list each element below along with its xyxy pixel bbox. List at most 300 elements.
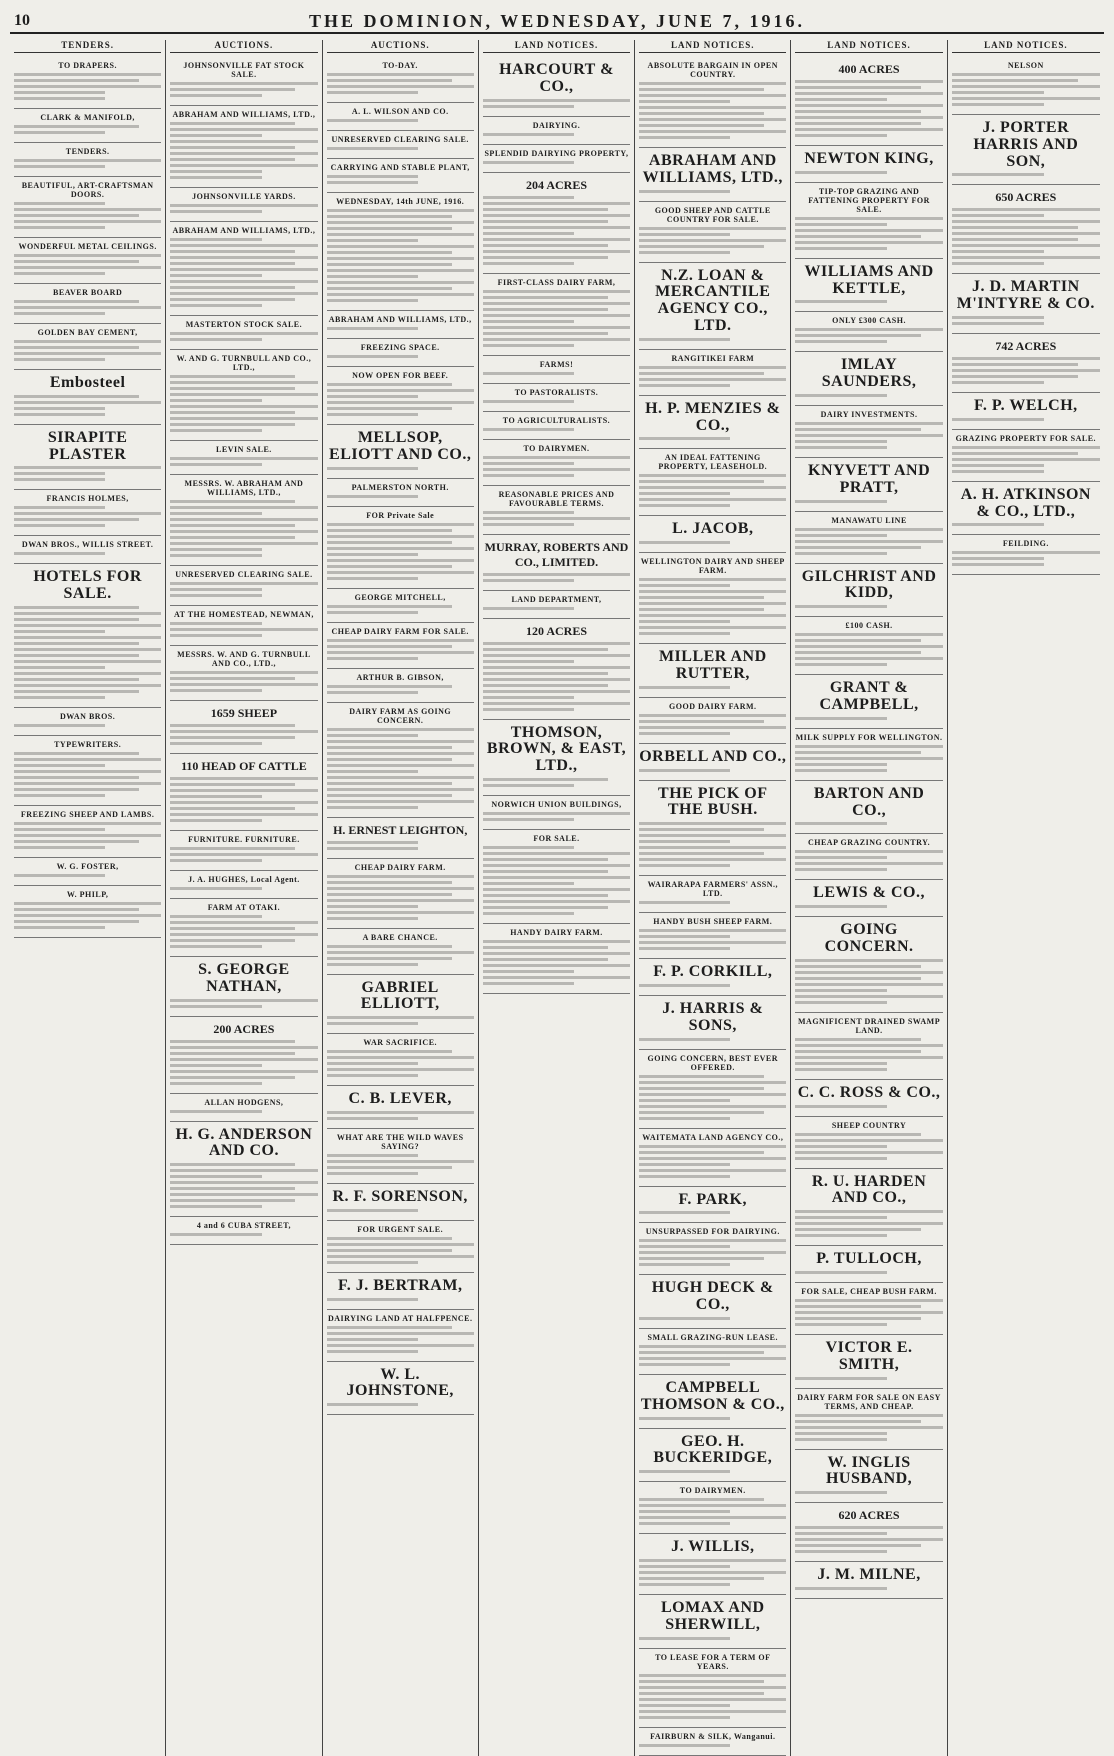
- text-line: [483, 161, 574, 164]
- text-line: [483, 308, 608, 311]
- ad-heading: WEDNESDAY, 14th JUNE, 1916.: [336, 197, 465, 206]
- text-line: [795, 751, 920, 754]
- text-line: [639, 1417, 730, 1420]
- text-line: [327, 1068, 474, 1071]
- text-line: [639, 1163, 730, 1166]
- text-line: [14, 678, 139, 681]
- advertisement: [170, 441, 317, 475]
- ad-heading: RANGITIKEI FARM: [671, 353, 755, 363]
- text-line: [170, 88, 295, 91]
- text-line: [952, 551, 1100, 554]
- text-line: [795, 1210, 942, 1213]
- text-line: [952, 523, 1044, 526]
- ad-heading: MESSRS. W. ABRAHAM AND WILLIAMS, LTD.,: [184, 479, 304, 497]
- text-line: [327, 293, 474, 296]
- text-line: [639, 1716, 730, 1719]
- text-line: [639, 602, 786, 605]
- column-2: [166, 40, 322, 1756]
- advertisement: [327, 1221, 474, 1273]
- advertiser-name: MILLER AND RUTTER,: [658, 648, 767, 682]
- text-line: [14, 407, 105, 410]
- advertisement: [795, 880, 942, 917]
- text-line: [327, 1350, 418, 1353]
- text-line: [795, 1050, 920, 1053]
- text-line: [952, 91, 1044, 94]
- text-line: [795, 822, 886, 825]
- newspaper-title: THE DOMINION, WEDNESDAY, JUNE 7, 1916.: [309, 10, 805, 31]
- text-line: [639, 1157, 786, 1160]
- text-line: [639, 1169, 786, 1172]
- text-line: [795, 394, 886, 397]
- advertisement: [14, 109, 161, 143]
- column-header: AUCTIONS.: [170, 40, 317, 53]
- text-line: [327, 911, 474, 914]
- advertisement: [327, 975, 474, 1035]
- text-line: [14, 822, 161, 825]
- ad-heading: FEILDING.: [1002, 539, 1049, 549]
- text-line: [327, 1332, 474, 1335]
- text-line: [327, 287, 452, 290]
- advertiser-name: L. JACOB,: [672, 520, 754, 538]
- text-line: [14, 260, 139, 263]
- text-line: [639, 100, 730, 103]
- text-line: [327, 645, 452, 648]
- text-line: [327, 73, 474, 76]
- text-line: [327, 957, 452, 960]
- advertisement: [170, 754, 317, 831]
- advertisement: [795, 259, 942, 313]
- ad-heading: J. A. HUGHES, Local Agent.: [188, 875, 300, 884]
- advertisement: [170, 646, 317, 701]
- advertisement: [639, 553, 786, 644]
- advertisement: [639, 1534, 786, 1595]
- text-line: [639, 584, 730, 587]
- advertiser-name: N.Z. LOAN & MERCANTILE AGENCY CO., LTD.: [655, 266, 771, 334]
- text-line: [639, 822, 786, 825]
- advertisement: [483, 486, 630, 535]
- text-line: [795, 1491, 886, 1494]
- text-line: [795, 983, 942, 986]
- ad-heading: MAGNIFICENT DRAINED SWAMP LAND.: [797, 1016, 941, 1035]
- advertisement: [14, 708, 161, 736]
- text-line: [170, 536, 295, 539]
- text-line: [327, 951, 474, 954]
- ad-heading: GOOD DAIRY FARM.: [669, 701, 757, 711]
- text-line: [14, 782, 161, 785]
- advertisement: [795, 1080, 942, 1117]
- advertisement: [639, 1728, 786, 1756]
- text-line: [795, 1228, 920, 1231]
- ad-heading: JOHNSONVILLE FAT STOCK SALE.: [183, 61, 305, 79]
- text-line: [639, 88, 764, 91]
- ad-heading: SMALL GRAZING-RUN LEASE.: [647, 1332, 779, 1342]
- text-line: [483, 976, 630, 979]
- text-line: [170, 158, 295, 161]
- advertisement: [639, 1649, 786, 1728]
- text-line: [639, 1516, 786, 1519]
- text-line: [483, 332, 608, 335]
- ad-heading: FOR Private Sale: [366, 510, 435, 520]
- text-line: [952, 557, 1044, 560]
- ad-heading: TO PASTORALISTS.: [514, 387, 599, 397]
- text-line: [795, 86, 920, 89]
- text-line: [327, 495, 418, 498]
- ad-lead: MURRAY, ROBERTS AND CO., LIMITED.: [484, 539, 629, 569]
- text-line: [170, 1187, 295, 1190]
- text-line: [14, 202, 105, 205]
- text-line: [327, 1074, 418, 1077]
- text-line: [795, 440, 886, 443]
- ad-heading: W. G. FOSTER,: [56, 861, 119, 871]
- text-line: [639, 1704, 730, 1707]
- text-line: [795, 546, 920, 549]
- text-line: [170, 582, 317, 585]
- text-line: [327, 800, 474, 803]
- text-line: [795, 247, 886, 250]
- text-line: [170, 280, 317, 283]
- ad-heading: BEAVER BOARD: [53, 288, 123, 297]
- text-line: [14, 660, 161, 663]
- text-line: [170, 152, 317, 155]
- text-line: [639, 480, 764, 483]
- advertisement: [170, 899, 317, 957]
- advertisement: [795, 183, 942, 259]
- advertisement: [327, 57, 474, 103]
- text-line: [483, 648, 608, 651]
- advertisement: [327, 623, 474, 669]
- text-line: [795, 334, 920, 337]
- text-line: [639, 239, 786, 242]
- advertisement: [795, 834, 942, 880]
- ad-heading: WAIRARAPA FARMERS' ASSN., LTD.: [647, 880, 778, 899]
- ad-heading: FREEZING SHEEP AND LAMBS.: [20, 809, 155, 819]
- text-line: [639, 1251, 786, 1254]
- advertiser-name: J. D. MARTIN M'INTYRE & CO.: [956, 278, 1095, 313]
- text-line: [327, 523, 474, 526]
- ad-lead: 620 ACRES: [838, 1508, 900, 1523]
- text-line: [14, 828, 105, 831]
- text-line: [483, 208, 608, 211]
- advertiser-name: SIRAPITE PLASTER: [47, 428, 128, 463]
- ad-lead: 400 ACRES: [838, 62, 900, 76]
- text-line: [327, 1338, 418, 1341]
- text-line: [639, 1263, 730, 1266]
- text-line: [14, 648, 161, 651]
- advertisement: [795, 406, 942, 458]
- advertisement: [795, 729, 942, 781]
- text-line: [639, 769, 730, 772]
- text-line: [483, 320, 574, 323]
- text-line: [483, 912, 574, 915]
- text-line: [795, 965, 920, 968]
- advertisement: [952, 430, 1100, 482]
- ad-heading: SPLENDID DAIRYING PROPERTY,: [484, 148, 629, 158]
- advertisement: [639, 876, 786, 913]
- text-line: [483, 708, 574, 711]
- ad-heading: DAIRYING LAND AT HALFPENCE.: [327, 1313, 473, 1323]
- text-line: [170, 210, 261, 213]
- advertisement: [483, 591, 630, 619]
- ad-heading: PALMERSTON NORTH.: [351, 482, 449, 492]
- text-line: [327, 251, 452, 254]
- text-line: [483, 784, 574, 787]
- advertisement: [14, 886, 161, 938]
- text-line: [483, 573, 630, 576]
- text-line: [170, 429, 261, 432]
- advertisement: [952, 115, 1100, 185]
- text-line: [170, 1076, 295, 1079]
- text-line: [639, 1577, 764, 1580]
- text-line: [327, 611, 418, 614]
- advertisement: [639, 202, 786, 263]
- text-line: [639, 1093, 786, 1096]
- ad-heading: FRANCIS HOLMES,: [46, 494, 129, 504]
- advertisement: [14, 490, 161, 536]
- advertisement: [327, 669, 474, 703]
- advertisement: [639, 1482, 786, 1534]
- text-line: [483, 250, 630, 253]
- text-line: [483, 344, 574, 347]
- advertisement: [327, 311, 474, 339]
- advertisement: [639, 1275, 786, 1329]
- text-line: [170, 176, 261, 179]
- text-line: [795, 1271, 886, 1274]
- text-line: [795, 92, 942, 95]
- text-line: [327, 752, 474, 755]
- advertiser-name: GRANT & CAMPBELL,: [819, 679, 919, 713]
- advertisement: [327, 818, 474, 859]
- text-line: [14, 770, 161, 773]
- text-line: [639, 901, 730, 904]
- column-6: [791, 40, 947, 1756]
- text-line: [327, 1166, 452, 1169]
- advertisement: [795, 146, 942, 183]
- text-line: [170, 134, 261, 137]
- text-line: [483, 296, 608, 299]
- advertisement: [327, 1086, 474, 1129]
- advertiser-name: S. GEORGE NATHAN,: [198, 961, 290, 995]
- text-line: [952, 173, 1044, 176]
- text-line: [327, 215, 452, 218]
- text-line: [14, 902, 161, 905]
- text-line: [639, 492, 730, 495]
- ad-heading: FARMS!: [539, 359, 574, 369]
- text-line: [952, 232, 1100, 235]
- ad-heading: NELSON: [1007, 61, 1044, 70]
- ad-heading: MASTERTON STOCK SALE.: [185, 320, 303, 329]
- ad-heading: FAIRBURN & SILK, Wanganui.: [650, 1731, 776, 1741]
- text-line: [170, 689, 261, 692]
- text-line: [639, 578, 786, 581]
- text-line: [639, 947, 730, 950]
- text-line: [795, 745, 942, 748]
- advertisement: [170, 222, 317, 316]
- ad-heading: GOLDEN BAY CEMENT,: [37, 328, 138, 337]
- text-line: [327, 788, 474, 791]
- text-line: [170, 524, 295, 527]
- text-line: [483, 660, 574, 663]
- ad-heading: GOING CONCERN, BEST EVER OFFERED.: [647, 1053, 779, 1072]
- text-line: [795, 528, 942, 531]
- text-line: [952, 262, 1044, 265]
- text-line: [639, 251, 730, 254]
- advertisement: [639, 1129, 786, 1187]
- ad-heading: £100 CASH.: [845, 621, 893, 631]
- advertiser-name: C. B. LEVER,: [348, 1090, 452, 1108]
- text-line: [483, 672, 608, 675]
- advertisement: [327, 103, 474, 131]
- advertiser-name: J. M. MILNE,: [817, 1566, 921, 1584]
- text-line: [795, 995, 942, 998]
- advertiser-name: VICTOR E. SMITH,: [825, 1338, 913, 1373]
- text-line: [483, 456, 630, 459]
- text-line: [639, 486, 786, 489]
- text-line: [639, 1674, 786, 1677]
- text-line: [170, 859, 261, 862]
- advertiser-name: R. F. SORENSON,: [332, 1187, 468, 1205]
- text-line: [639, 1151, 764, 1154]
- text-line: [639, 1257, 764, 1260]
- text-line: [14, 478, 105, 481]
- text-line: [483, 894, 608, 897]
- advertisement: [952, 57, 1100, 115]
- advertisement: [327, 1129, 474, 1184]
- text-line: [327, 782, 452, 785]
- column-header: LAND NOTICES.: [795, 40, 942, 53]
- text-line: [327, 395, 418, 398]
- text-line: [483, 684, 608, 687]
- text-line: [170, 204, 317, 207]
- text-line: [483, 778, 608, 781]
- text-line: [327, 691, 418, 694]
- text-line: [14, 266, 161, 269]
- text-line: [795, 1317, 920, 1320]
- text-line: [795, 1062, 886, 1065]
- text-line: [952, 375, 1078, 378]
- text-line: [14, 208, 161, 211]
- ad-lead: 110 HEAD OF CATTLE: [181, 759, 307, 773]
- text-line: [795, 552, 886, 555]
- text-line: [639, 94, 786, 97]
- advertiser-name: WILLIAMS AND KETTLE,: [804, 262, 934, 297]
- text-line: [327, 119, 418, 122]
- text-line: [14, 401, 161, 404]
- ad-heading: JOHNSONVILLE YARDS.: [192, 192, 296, 201]
- ad-lead: 742 ACRES: [995, 338, 1057, 353]
- text-line: [795, 1157, 886, 1160]
- text-line: [795, 1432, 886, 1435]
- column-header: AUCTIONS.: [327, 40, 474, 53]
- text-line: [483, 607, 574, 610]
- text-line: [795, 1068, 886, 1071]
- text-line: [483, 202, 630, 205]
- text-line: [639, 726, 786, 729]
- text-line: [483, 428, 574, 431]
- text-line: [170, 399, 261, 402]
- ad-heading: TO AGRICULTURALISTS.: [502, 415, 611, 425]
- text-line: [327, 770, 418, 773]
- advertiser-name: CAMPBELL THOMSON & CO.,: [640, 1378, 785, 1413]
- text-line: [795, 446, 886, 449]
- text-line: [14, 618, 139, 621]
- ad-heading: TO DAIRYMEN.: [679, 1486, 746, 1496]
- text-line: [639, 1510, 730, 1513]
- text-line: [327, 1050, 452, 1053]
- advertisement: [327, 589, 474, 623]
- text-line: [170, 548, 261, 551]
- advertisement: [170, 871, 317, 899]
- advertisement: [639, 148, 786, 202]
- text-line: [327, 413, 418, 416]
- text-line: [327, 79, 452, 82]
- ad-heading: ALLAN HODGENS,: [204, 1097, 284, 1107]
- text-line: [483, 474, 574, 477]
- advertiser-name: LEWIS & CO.,: [813, 884, 925, 902]
- text-line: [14, 672, 161, 675]
- text-line: [14, 518, 139, 521]
- text-line: [952, 464, 1044, 467]
- advertisement: [14, 370, 161, 425]
- text-line: [327, 1249, 452, 1252]
- text-line: [170, 463, 261, 466]
- text-line: [170, 170, 261, 173]
- text-line: [327, 945, 452, 948]
- text-line: [483, 888, 630, 891]
- text-line: [639, 372, 764, 375]
- text-line: [795, 663, 886, 666]
- text-line: [170, 554, 261, 557]
- text-line: [14, 352, 161, 355]
- ad-heading: FREEZING SPACE.: [360, 343, 440, 352]
- ad-heading: ONLY £300 CASH.: [832, 316, 906, 326]
- text-line: [483, 238, 630, 241]
- text-line: [170, 1052, 295, 1055]
- advertisement: [170, 1217, 317, 1245]
- text-line: [14, 914, 161, 917]
- text-line: [327, 887, 474, 890]
- text-line: [327, 571, 474, 574]
- advertisement: [639, 1595, 786, 1649]
- advertisement: [14, 806, 161, 858]
- advertiser-name: J. HARRIS & SONS,: [662, 999, 764, 1034]
- text-line: [327, 227, 452, 230]
- text-line: [639, 233, 730, 236]
- advertisement: [483, 412, 630, 440]
- text-line: [327, 1154, 418, 1157]
- advertisement: [327, 1310, 474, 1362]
- text-line: [952, 97, 1100, 100]
- text-line: [795, 1139, 942, 1142]
- text-line: [639, 828, 764, 831]
- ad-heading: CHEAP DAIRY FARM FOR SALE.: [331, 626, 469, 636]
- text-line: [639, 1081, 786, 1084]
- text-line: [170, 1110, 261, 1113]
- text-line: [483, 290, 630, 293]
- advertisement: [639, 57, 786, 148]
- advertisement: [327, 1362, 474, 1416]
- text-line: [327, 685, 452, 688]
- ad-heading: TO LEASE FOR A TERM OF YEARS.: [655, 1652, 771, 1671]
- advertisement: [483, 720, 630, 796]
- text-line: [327, 269, 474, 272]
- advertisement: [795, 1335, 942, 1389]
- text-line: [483, 958, 608, 961]
- text-line: [327, 245, 474, 248]
- text-line: [639, 136, 730, 139]
- text-line: [14, 636, 161, 639]
- advertisement: [639, 913, 786, 959]
- text-line: [795, 763, 886, 766]
